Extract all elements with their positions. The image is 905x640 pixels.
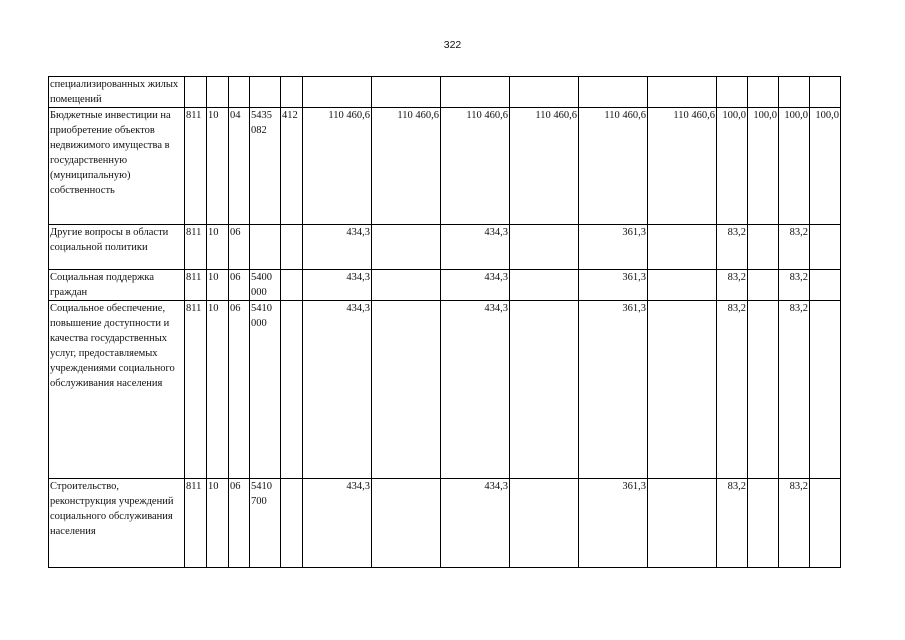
row-percent-1: 83,2	[717, 270, 748, 301]
row-percent-3: 83,2	[779, 301, 810, 479]
row-percent-1: 83,2	[717, 301, 748, 479]
row-sum-3: 434,3	[441, 270, 510, 301]
row-percent-2	[748, 225, 779, 270]
row-percent-2	[748, 270, 779, 301]
row-percent-1: 83,2	[717, 225, 748, 270]
budget-table	[48, 76, 841, 568]
table-row	[49, 479, 841, 568]
row-name: Социальная поддержка граждан	[49, 270, 185, 301]
row-percent-4	[810, 270, 841, 301]
row-sum-3: 434,3	[441, 479, 510, 568]
row-sum-2	[372, 301, 441, 479]
row-sum-5	[579, 77, 648, 108]
row-percent-2	[748, 77, 779, 108]
table-row	[49, 225, 841, 270]
row-subsection: 04	[229, 108, 250, 225]
row-name: Строительство, реконструкция учреждений социального обслуживания населения	[49, 479, 185, 568]
row-sum-2: 110 460,6	[372, 108, 441, 225]
row-percent-1: 100,0	[717, 108, 748, 225]
row-percent-1: 83,2	[717, 479, 748, 568]
row-sum-6	[648, 479, 717, 568]
row-percent-4	[810, 225, 841, 270]
row-percent-2: 100,0	[748, 108, 779, 225]
row-sum-1	[303, 77, 372, 108]
row-sum-5: 361,3	[579, 479, 648, 568]
row-sum-5: 110 460,6	[579, 108, 648, 225]
row-section: 10	[207, 479, 229, 568]
row-code	[185, 77, 207, 108]
row-target-article	[250, 77, 281, 108]
row-percent-3: 83,2	[779, 270, 810, 301]
row-percent-3	[779, 77, 810, 108]
row-name: Социальное обеспечение, повышение доступности и качества государственных услуг, предоставляемых учреждениями социального обслуживания населения	[49, 301, 185, 479]
row-percent-2	[748, 301, 779, 479]
row-sum-6	[648, 270, 717, 301]
row-code: 811	[185, 301, 207, 479]
row-name: Бюджетные инвестиции на приобретение объектов недвижимого имущества в государственную (муниципальную) собственность	[49, 108, 185, 225]
row-sum-3: 434,3	[441, 225, 510, 270]
row-percent-3: 100,0	[779, 108, 810, 225]
row-sum-4	[510, 479, 579, 568]
row-target-article: 5400 000	[250, 270, 281, 301]
row-sum-4	[510, 77, 579, 108]
row-name: специализированных жилых помещений	[49, 77, 185, 108]
row-sum-2	[372, 270, 441, 301]
row-code: 811	[185, 479, 207, 568]
row-target-article: 5435 082	[250, 108, 281, 225]
row-sum-2	[372, 77, 441, 108]
row-percent-3: 83,2	[779, 479, 810, 568]
row-subsection: 06	[229, 479, 250, 568]
table-row	[49, 270, 841, 301]
row-subsection: 06	[229, 270, 250, 301]
row-expense-type	[281, 301, 303, 479]
row-percent-2	[748, 479, 779, 568]
row-sum-3: 434,3	[441, 301, 510, 479]
row-sum-1: 434,3	[303, 225, 372, 270]
row-sum-1: 434,3	[303, 270, 372, 301]
row-percent-1	[717, 77, 748, 108]
row-sum-4	[510, 270, 579, 301]
row-name: Другие вопросы в области социальной политики	[49, 225, 185, 270]
row-sum-3	[441, 77, 510, 108]
row-percent-4: 100,0	[810, 108, 841, 225]
row-target-article: 5410 700	[250, 479, 281, 568]
row-sum-2	[372, 225, 441, 270]
table-row	[49, 301, 841, 479]
row-expense-type	[281, 225, 303, 270]
row-section: 10	[207, 225, 229, 270]
row-percent-4	[810, 479, 841, 568]
row-percent-4	[810, 77, 841, 108]
table-row	[49, 108, 841, 225]
row-sum-5: 361,3	[579, 225, 648, 270]
row-target-article	[250, 225, 281, 270]
row-code: 811	[185, 108, 207, 225]
row-sum-1: 434,3	[303, 301, 372, 479]
row-sum-6: 110 460,6	[648, 108, 717, 225]
row-percent-4	[810, 301, 841, 479]
row-sum-4	[510, 225, 579, 270]
row-sum-6	[648, 77, 717, 108]
row-sum-1: 434,3	[303, 479, 372, 568]
row-sum-6	[648, 301, 717, 479]
row-section	[207, 77, 229, 108]
row-subsection: 06	[229, 301, 250, 479]
row-section: 10	[207, 301, 229, 479]
table-row	[49, 77, 841, 108]
row-section: 10	[207, 270, 229, 301]
row-sum-2	[372, 479, 441, 568]
row-section: 10	[207, 108, 229, 225]
row-sum-1: 110 460,6	[303, 108, 372, 225]
row-sum-5: 361,3	[579, 270, 648, 301]
row-expense-type	[281, 479, 303, 568]
row-sum-3: 110 460,6	[441, 108, 510, 225]
row-sum-4: 110 460,6	[510, 108, 579, 225]
page-number: 322	[443, 39, 462, 51]
row-subsection: 06	[229, 225, 250, 270]
row-expense-type	[281, 77, 303, 108]
row-target-article: 5410 000	[250, 301, 281, 479]
row-sum-6	[648, 225, 717, 270]
row-sum-5: 361,3	[579, 301, 648, 479]
row-code: 811	[185, 225, 207, 270]
row-expense-type	[281, 270, 303, 301]
row-code: 811	[185, 270, 207, 301]
row-sum-4	[510, 301, 579, 479]
row-subsection	[229, 77, 250, 108]
row-expense-type: 412	[281, 108, 303, 225]
row-percent-3: 83,2	[779, 225, 810, 270]
